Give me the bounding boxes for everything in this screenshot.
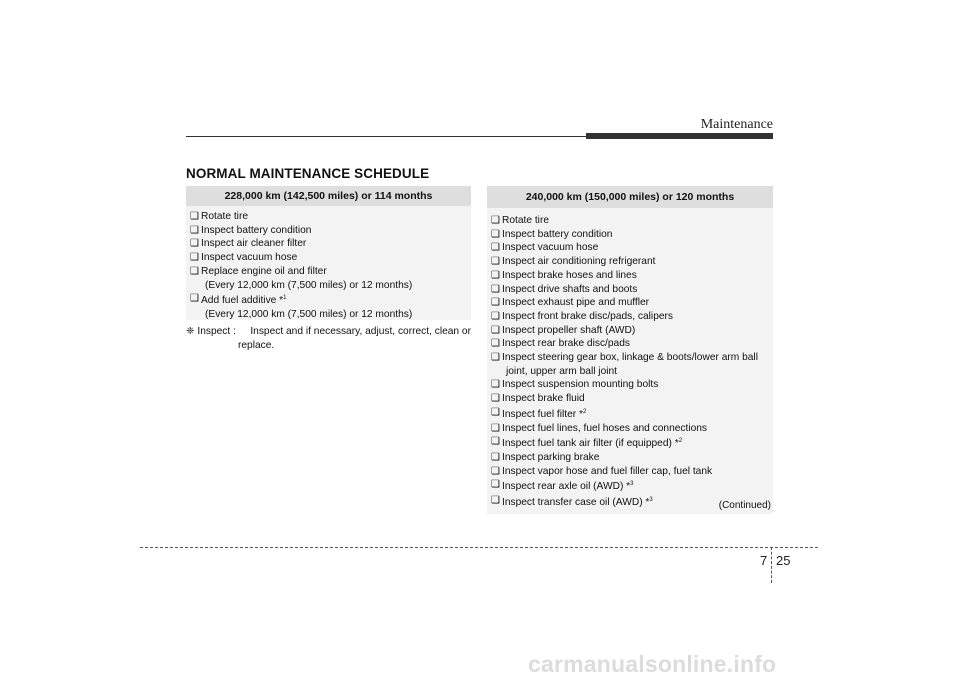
checkbox-icon: ❑ [491,256,500,268]
schedule-item [491,310,773,324]
checkbox-icon: ❑ [190,238,199,250]
checkbox-icon: ❑ [491,283,500,295]
schedule-item-text: Inspect vacuum hose [201,252,298,264]
schedule-item-text: Inspect brake hoses and lines [502,269,637,281]
schedule-item-list [487,208,773,510]
watermark: carmanualsonline.info [528,651,777,677]
checkbox-icon: ❑ [190,224,199,236]
footnote-marker: 2 [582,408,587,415]
schedule-item [491,324,773,338]
schedule-item-subtext: (Every 12,000 km (7,500 miles) or 12 months) [205,279,413,291]
note-text-line2: replace. [238,339,275,351]
schedule-item [491,422,773,436]
footnote-marker: 3 [630,481,634,488]
schedule-item-text: Inspect air conditioning refrigerant [502,256,656,268]
schedule-item-text: Inspect battery condition [502,228,613,240]
footnote-marker: 1 [283,295,287,302]
checkbox-icon: ❑ [491,495,500,507]
schedule-item-text: Inspect rear axle oil (AWD) * [502,481,631,493]
schedule-box-240000km [487,186,773,514]
schedule-item-text: Inspect fuel lines, fuel hoses and connections [502,422,708,434]
note-label: Inspect : [197,326,236,337]
note-symbol: ❈ [186,326,195,337]
schedule-item [491,337,773,351]
checkbox-icon: ❑ [491,310,500,322]
checkbox-icon: ❑ [190,293,199,305]
page-title: NORMAL MAINTENANCE SCHEDULE [186,166,430,181]
schedule-item-text: Inspect fuel filter * [502,408,583,420]
checkbox-icon: ❑ [491,338,500,350]
page-number: 25 [776,553,791,568]
schedule-item [491,435,773,451]
checkbox-icon: ❑ [491,269,500,281]
inspect-note [186,325,471,352]
schedule-item [491,451,773,465]
schedule-item [190,251,471,265]
footnote-marker: 3 [649,497,653,504]
schedule-item [491,228,773,242]
schedule-item-text: Inspect parking brake [502,451,600,463]
schedule-item [491,241,773,255]
footer-page-divider [771,547,772,583]
schedule-item [491,378,773,392]
checkbox-icon: ❑ [491,479,500,491]
footer-divider [140,547,818,548]
schedule-item [491,351,773,378]
schedule-item [190,237,471,251]
header-rule [186,136,586,137]
chapter-number: 7 [760,553,768,568]
schedule-item-text: Add fuel additive * [201,295,284,307]
schedule-item-text: Inspect vacuum hose [502,242,599,254]
checkbox-icon: ❑ [190,265,199,277]
checkbox-icon: ❑ [491,352,500,364]
schedule-item-text: Rotate tire [502,215,549,226]
checkbox-icon: ❑ [491,422,500,434]
checkbox-icon: ❑ [190,252,199,264]
schedule-item-text: Rotate tire [201,211,248,222]
schedule-item [491,465,773,479]
schedule-item [491,214,773,228]
schedule-item-text: Inspect drive shafts and boots [502,283,638,295]
footnote-marker: 2 [678,438,683,445]
schedule-item-subtext: joint, upper arm ball joint [506,365,617,377]
schedule-item [491,255,773,269]
schedule-item-text: Inspect battery condition [201,224,312,236]
schedule-item [190,265,471,292]
schedule-box-heading: 228,000 km (142,500 miles) or 114 months [186,186,471,206]
schedule-item-text: Replace engine oil and filter [201,265,327,277]
checkbox-icon: ❑ [491,228,500,240]
schedule-item-text: Inspect vapor hose and fuel filler cap, fuel tank [502,465,713,477]
schedule-item-text: Inspect transfer case oil (AWD) * [502,497,650,509]
note-text-line1: Inspect and if necessary, adjust, correct, clean or [250,326,471,337]
checkbox-icon: ❑ [491,242,500,254]
checkbox-icon: ❑ [491,324,500,336]
schedule-item-text: Inspect suspension mounting bolts [502,379,659,391]
checkbox-icon: ❑ [491,465,500,477]
schedule-item-text: Inspect rear brake disc/pads [502,338,630,350]
schedule-item [190,224,471,238]
schedule-item [491,283,773,297]
schedule-item [491,406,773,422]
schedule-item-text: Inspect brake fluid [502,393,585,405]
checkbox-icon: ❑ [491,215,500,226]
checkbox-icon: ❑ [491,379,500,391]
checkbox-icon: ❑ [491,406,500,418]
schedule-item-text: Inspect air cleaner filter [201,238,307,250]
continued-label: (Continued) [718,500,771,511]
schedule-item [491,392,773,406]
schedule-item-text: Inspect propeller shaft (AWD) [502,324,636,336]
schedule-item-list [186,206,471,322]
checkbox-icon: ❑ [190,211,199,222]
schedule-item [491,296,773,310]
schedule-box-heading: 240,000 km (150,000 miles) or 120 months [487,186,773,208]
checkbox-icon: ❑ [491,451,500,463]
schedule-item-text: Inspect steering gear box, linkage & boots/lower arm ball [502,352,758,364]
schedule-item [491,269,773,283]
schedule-item-text: Inspect front brake disc/pads, calipers [502,310,674,322]
schedule-item [190,292,471,321]
schedule-item-subtext: (Every 12,000 km (7,500 miles) or 12 months) [205,308,413,320]
schedule-box-228000km [186,186,471,320]
checkbox-icon: ❑ [491,393,500,405]
checkbox-icon: ❑ [491,436,500,448]
checkbox-icon: ❑ [491,297,500,309]
section-header-title: Maintenance [700,117,773,132]
header-rule-accent [586,133,773,139]
schedule-item [190,210,471,224]
schedule-item [491,478,773,494]
schedule-item-text: Inspect exhaust pipe and muffler [502,297,650,309]
schedule-item-text: Inspect fuel tank air filter (if equipped) * [502,438,679,450]
